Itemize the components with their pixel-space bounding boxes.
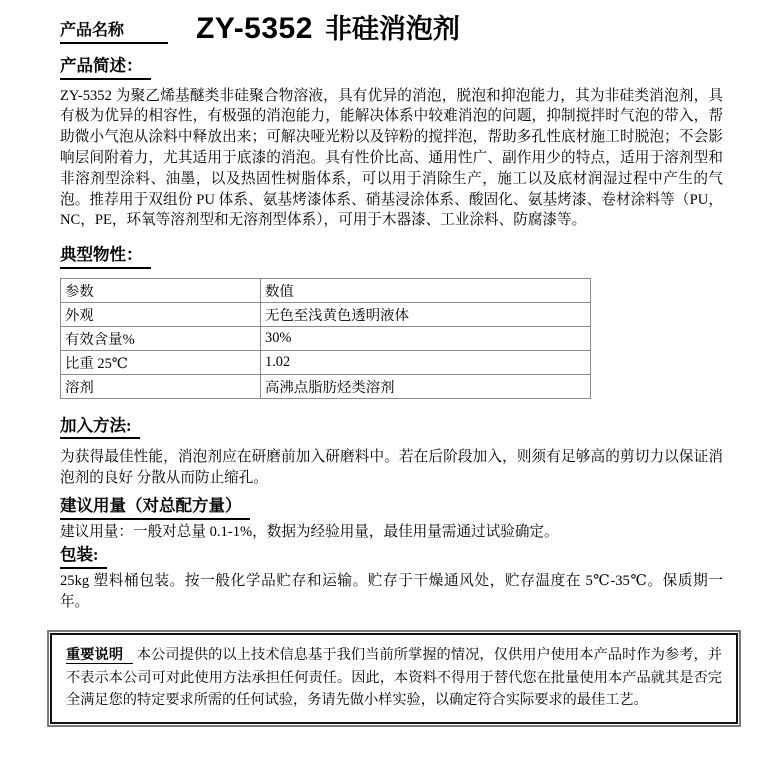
property-value: 无色至浅黄色透明液体 <box>261 302 591 326</box>
product-name-label: 产品名称 <box>60 17 168 44</box>
property-value: 高沸点脂肪烃类溶剂 <box>261 374 591 398</box>
property-value: 1.02 <box>261 350 591 374</box>
notice-text <box>66 644 722 712</box>
section-packaging <box>60 545 723 612</box>
table-header-value: 数值 <box>261 278 591 302</box>
table-row <box>61 374 591 398</box>
method-body: 为获得最佳性能，消泡剂应在研磨前加入研磨料中。若在后阶段加入，则须有足够高的剪切力以保证消泡剂的良好 分散从而防止缩孔。 <box>60 449 723 487</box>
dosage-heading: 建议用量（对总配方量） <box>60 496 250 520</box>
summary-body: ZY-5352 为聚乙烯基醚类非硅聚合物溶液，具有优异的消泡，脱泡和抑泡能力，其为非硅类消泡剂，具有极为优异的相容性，有极强的消泡能力，能解决体系中较难消泡的问题，抑制搅拌时气泡的带入，帮助微小气泡从涂料中释放出来；可解决哑光粉以及锌粉的搅拌泡，帮助多孔性底材施工时脱泡；不会影响层间附着力，尤其适用于底漆的消泡。具有性价比高、通用性广、副作用少的特点，适用于溶剂型和非溶剂型涂料、油墨，以及热固性树脂体系，可以用于消除生产，施工以及底材润湿过程中产生的气泡。推荐用于双组份 PU 体系、氨基烤漆体系、硝基浸涂体系、酸固化、氨基烤漆、卷材涂料等（PU，NC，PE，环氧等溶剂型和无溶剂型体系），可用于木器漆、工业涂料、防腐漆等。 <box>60 87 723 229</box>
dosage-body: 建议用量：一般对总量 0.1-1%，数据为经验用量，最佳用量需通过试验确定。 <box>60 523 559 540</box>
notice-body: 本公司提供的以上技术信息基于我们当前所掌握的情况，仅供用户使用本产品时作为参考，并不表示本公司可对此使用方法承担任何责任。因此，本资料不得用于替代您在批量使用本产品就其是否完全满足您的特定要求所需的任何试验，务请先做小样实验，以确定符合实际要求的最佳工艺。 <box>66 647 722 708</box>
section-method <box>60 416 723 489</box>
table-header-parameter: 参数 <box>61 278 261 302</box>
method-heading: 加入方法: <box>60 416 140 440</box>
property-name: 外观 <box>61 302 261 326</box>
table-row <box>61 350 591 374</box>
table-row <box>61 302 591 326</box>
properties-heading: 典型物性： <box>60 245 151 269</box>
packaging-heading: 包装: <box>60 545 107 569</box>
section-properties <box>60 245 723 399</box>
table-row <box>61 326 591 350</box>
property-value: 30% <box>261 326 591 350</box>
page-title <box>196 14 460 44</box>
property-name: 比重 25℃ <box>61 350 261 374</box>
product-title-suffix: 非硅消泡剂 <box>324 14 460 44</box>
important-notice-box <box>50 633 738 724</box>
section-summary <box>60 56 723 231</box>
title-row <box>60 14 723 44</box>
section-dosage <box>60 496 723 542</box>
packaging-body: 25kg 塑料桶包装。按一般化学品贮存和运输。贮存于干燥通风处，贮存温度在 5℃-35℃。保质期一年。 <box>60 573 723 610</box>
notice-label: 重要说明 <box>66 647 133 664</box>
property-name: 有效含量% <box>61 326 261 350</box>
summary-heading: 产品简述： <box>60 56 151 80</box>
table-header-row <box>61 278 591 302</box>
product-model: ZY-5352 <box>196 12 313 45</box>
properties-table <box>60 278 591 399</box>
property-name: 溶剂 <box>61 374 261 398</box>
